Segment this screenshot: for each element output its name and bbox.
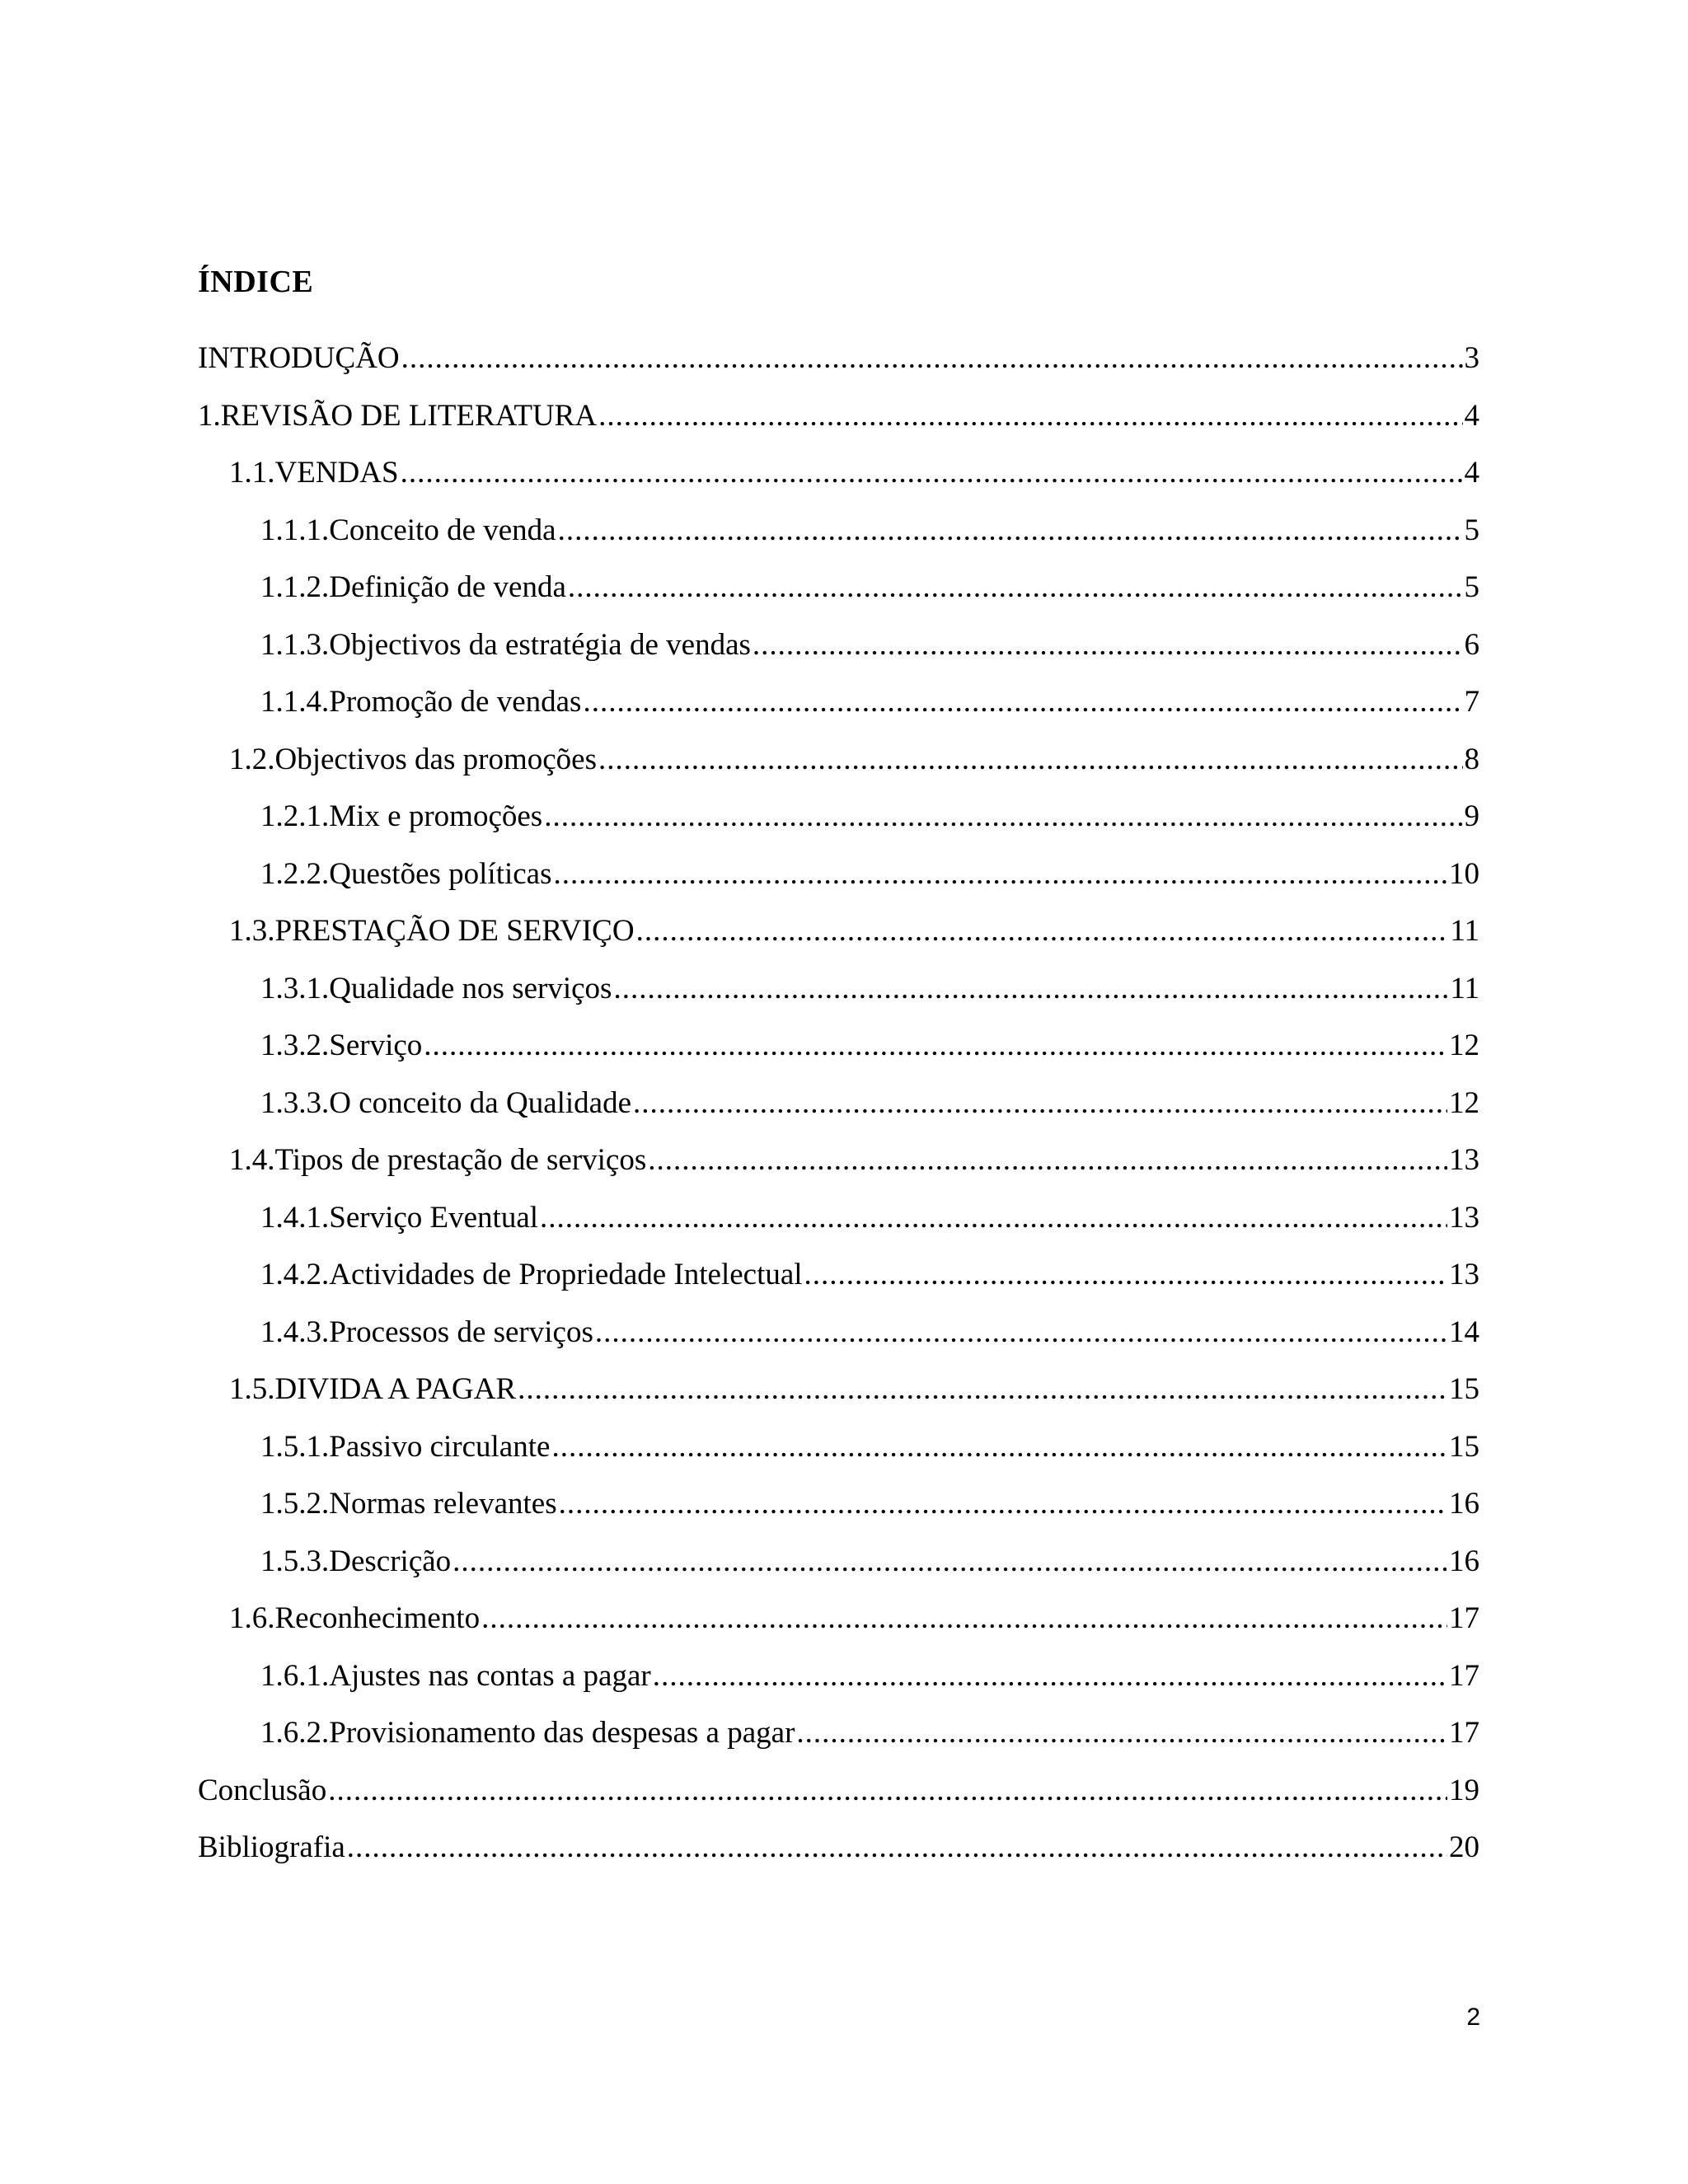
toc-dot-leader xyxy=(583,682,1462,722)
toc-entry-label: 1.5.2.Normas relevantes xyxy=(260,1487,557,1521)
toc-entry-page: 11 xyxy=(1450,971,1479,1005)
toc-dot-leader xyxy=(653,1657,1447,1696)
toc-entry[interactable] xyxy=(198,626,1479,683)
toc-dot-leader xyxy=(401,339,1463,378)
toc-entry[interactable] xyxy=(198,339,1479,396)
toc-dot-leader xyxy=(804,1255,1447,1295)
toc-entry-label: 1.6.Reconhecimento xyxy=(229,1601,481,1635)
toc-dot-leader xyxy=(544,797,1462,837)
toc-entry-page: 9 xyxy=(1464,799,1479,833)
toc-entry-page: 4 xyxy=(1464,398,1479,433)
toc-entry-label: 1.2.2.Questões políticas xyxy=(260,856,552,891)
toc-entry-label: 1.4.3.Processos de serviços xyxy=(260,1315,593,1349)
toc-dot-leader xyxy=(613,969,1448,1009)
toc-entry-label: Bibliografia xyxy=(198,1830,345,1864)
toc-entry-label: 1.4.2.Actividades de Propriedade Intelectual xyxy=(260,1258,803,1291)
toc-entry[interactable] xyxy=(198,1313,1479,1371)
toc-entry[interactable] xyxy=(198,797,1479,855)
toc-dot-leader xyxy=(452,1542,1447,1582)
toc-entry-page: 20 xyxy=(1449,1830,1479,1864)
toc-entry-label: 1.5.1.Passivo circulante xyxy=(260,1429,551,1464)
toc-entry-label: 1.4.1.Serviço Eventual xyxy=(260,1200,539,1235)
toc-entry-label: 1.1.3.Objectivos da estratégia de vendas xyxy=(260,627,751,662)
toc-entry-label: 1.1.VENDAS xyxy=(229,456,399,490)
toc-entry-page: 12 xyxy=(1449,1029,1479,1062)
toc-entry[interactable] xyxy=(198,740,1479,798)
toc-dot-leader xyxy=(558,511,1463,551)
toc-entry-label: 1.6.2.Provisionamento das despesas a pagar xyxy=(260,1716,795,1750)
toc-entry-page: 14 xyxy=(1449,1315,1479,1349)
toc-entry-label: 1.5.3.Descrição xyxy=(260,1544,452,1578)
toc-entry-page: 19 xyxy=(1449,1773,1479,1807)
toc-entry[interactable] xyxy=(198,511,1479,569)
toc-dot-leader xyxy=(540,1198,1447,1238)
toc-entry-label: 1.5.DIVIDA A PAGAR xyxy=(229,1372,517,1406)
toc-entry-page: 17 xyxy=(1449,1658,1479,1693)
toc-entry-label: 1.4.Tipos de prestação de serviços xyxy=(229,1143,647,1177)
toc-entry-label: 1.REVISÃO DE LITERATURA xyxy=(198,398,598,433)
toc-entry[interactable] xyxy=(198,453,1479,511)
toc-entry-page: 17 xyxy=(1449,1716,1479,1750)
toc-entry-page: 10 xyxy=(1449,856,1479,891)
toc-entry[interactable] xyxy=(198,1542,1479,1600)
toc-dot-leader xyxy=(554,855,1447,894)
toc-heading: ÍNDICE xyxy=(198,265,314,299)
toc-entry[interactable] xyxy=(198,1026,1479,1084)
toc-entry[interactable] xyxy=(198,1141,1479,1198)
toc-entry-label: 1.2.1.Mix e promoções xyxy=(260,799,543,833)
toc-dot-leader xyxy=(598,740,1463,780)
toc-entry-page: 15 xyxy=(1449,1372,1479,1406)
toc-entry-page: 13 xyxy=(1449,1200,1479,1235)
toc-entry-label: Conclusão xyxy=(198,1773,327,1807)
toc-dot-leader xyxy=(568,568,1463,607)
toc-entry[interactable] xyxy=(198,568,1479,626)
toc-entry-label: 1.1.2.Definição de venda xyxy=(260,570,566,604)
toc-entry-page: 16 xyxy=(1449,1544,1479,1578)
toc-dot-leader xyxy=(328,1771,1447,1811)
toc-entry[interactable] xyxy=(198,855,1479,912)
toc-entry[interactable] xyxy=(198,1084,1479,1141)
toc-entry[interactable] xyxy=(198,1255,1479,1313)
toc-entry[interactable] xyxy=(198,1657,1479,1714)
toc-entry-page: 13 xyxy=(1449,1143,1479,1177)
toc-entry[interactable] xyxy=(198,1599,1479,1657)
toc-dot-leader xyxy=(424,1026,1447,1066)
toc-entry-label: 1.1.1.Conceito de venda xyxy=(260,513,556,547)
toc-dot-leader xyxy=(636,912,1449,951)
toc-entry[interactable] xyxy=(198,1427,1479,1485)
toc-dot-leader xyxy=(595,1313,1447,1352)
toc-entry[interactable] xyxy=(198,1828,1479,1886)
toc-dot-leader xyxy=(401,453,1463,493)
toc-entry-page: 12 xyxy=(1449,1085,1479,1120)
toc-entry[interactable] xyxy=(198,682,1479,740)
page-number: 2 xyxy=(1466,2004,1480,2031)
toc-entry-label: 1.3.2.Serviço xyxy=(260,1029,423,1062)
toc-dot-leader xyxy=(551,1427,1447,1467)
toc-entry-page: 11 xyxy=(1450,914,1479,948)
toc-entry-label: 1.2.Objectivos das promoções xyxy=(229,742,597,776)
toc-entry-page: 13 xyxy=(1449,1258,1479,1291)
toc-entry-page: 8 xyxy=(1464,742,1479,776)
toc-entry-page: 3 xyxy=(1464,341,1479,375)
toc-entry-page: 5 xyxy=(1464,513,1479,547)
toc-dot-leader xyxy=(518,1370,1447,1409)
toc-entry-page: 7 xyxy=(1464,685,1479,719)
toc-dot-leader xyxy=(598,396,1462,436)
toc-entry-page: 17 xyxy=(1449,1601,1479,1635)
toc-entry[interactable] xyxy=(198,1198,1479,1256)
toc-entry-page: 15 xyxy=(1449,1429,1479,1464)
toc-entry[interactable] xyxy=(198,1484,1479,1542)
toc-entry[interactable] xyxy=(198,396,1479,454)
toc-dot-leader xyxy=(633,1084,1447,1123)
toc-entry[interactable] xyxy=(198,1370,1479,1427)
toc-entry-label: 1.1.4.Promoção de vendas xyxy=(260,685,582,719)
toc-dot-leader xyxy=(559,1484,1447,1524)
toc-dot-leader xyxy=(796,1713,1447,1753)
toc-dot-leader xyxy=(753,626,1463,665)
toc-entry-label: INTRODUÇÃO xyxy=(198,341,400,375)
toc-entry[interactable] xyxy=(198,912,1479,969)
toc-entry-page: 4 xyxy=(1464,456,1479,490)
table-of-contents xyxy=(198,339,1479,1886)
toc-entry-label: 1.6.1.Ajustes nas contas a pagar xyxy=(260,1658,651,1693)
toc-entry-label: 1.3.1.Qualidade nos serviços xyxy=(260,971,612,1005)
toc-entry-page: 5 xyxy=(1464,570,1479,604)
toc-dot-leader xyxy=(648,1141,1447,1180)
toc-entry-page: 6 xyxy=(1464,627,1479,662)
toc-entry[interactable] xyxy=(198,1713,1479,1771)
toc-dot-leader xyxy=(481,1599,1447,1638)
toc-entry[interactable] xyxy=(198,1771,1479,1829)
toc-entry-page: 16 xyxy=(1449,1487,1479,1521)
toc-dot-leader xyxy=(347,1828,1447,1868)
toc-entry[interactable] xyxy=(198,969,1479,1027)
toc-entry-label: 1.3.3.O conceito da Qualidade xyxy=(260,1085,632,1120)
toc-entry-label: 1.3.PRESTAÇÃO DE SERVIÇO xyxy=(229,914,635,948)
